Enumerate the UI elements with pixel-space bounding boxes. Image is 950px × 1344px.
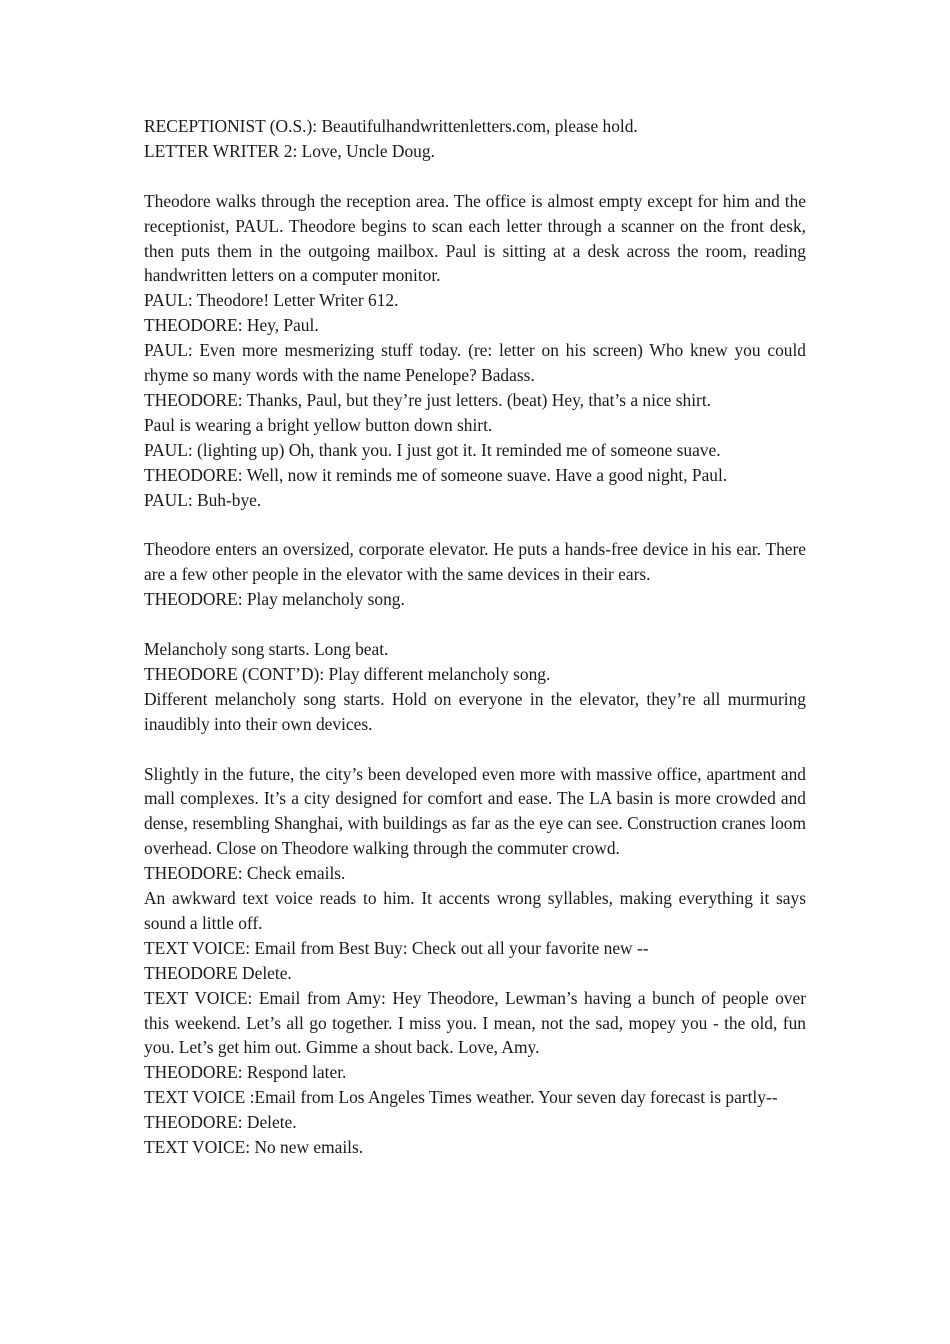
dialogue-line: TEXT VOICE: Email from Best Buy: Check out all your favorite new -- (144, 937, 649, 958)
dialogue-line: THEODORE Delete. (144, 962, 292, 983)
dialogue-line: PAUL: (lighting up) Oh, thank you. I just got it. It reminded me of someone suave. (144, 439, 721, 460)
dialogue-line: THEODORE: Respond later. (144, 1062, 347, 1083)
action-paragraph: Different melancholy song starts. Hold on everyone in the elevator, they’re all murmuring inaudibly into their own devices. (144, 688, 806, 734)
dialogue-line: PAUL: Even more mesmerizing stuff today. (re: letter on his screen) Who knew you could rhyme so many words with the name Penelope? Badass. (144, 340, 806, 386)
dialogue-line: THEODORE: Check emails. (144, 863, 346, 884)
dialogue-line: TEXT VOICE: No new emails. (144, 1137, 364, 1158)
dialogue-line: THEODORE (CONT’D): Play different melancholy song. (144, 663, 551, 684)
script-page (144, 114, 806, 1160)
action-paragraph: Slightly in the future, the city’s been developed even more with massive office, apartment and mall complexes. It’s a city designed for comfort and ease. The LA basin is more crowded and dense, resembling Shanghai, with buildings as far as the eye can see. Construction cranes loom overhead. Close on Theodore walking through the commuter crowd. (144, 763, 806, 859)
action-paragraph: An awkward text voice reads to him. It accents wrong syllables, making everything it says sound a little off. (144, 888, 806, 933)
action-line: Melancholy song starts. Long beat. (144, 638, 389, 659)
blank-line (144, 612, 806, 637)
dialogue-line: THEODORE: Play melancholy song. (144, 589, 405, 610)
dialogue-line: THEODORE: Well, now it reminds me of someone suave. Have a good night, Paul. (144, 464, 728, 485)
action-line: Paul is wearing a bright yellow button down shirt. (144, 414, 493, 435)
dialogue-line: TEXT VOICE: Email from Amy: Hey Theodore, Lewman’s having a bunch of people over this weekend. Let’s all go together. I miss you. I mean, not the sad, mopey you - the old, fun you. Let’s get him out. Gimme a shout back. Love, Amy. (144, 987, 806, 1058)
action-paragraph: Theodore enters an oversized, corporate elevator. He puts a hands-free device in his ear. There are a few other people in the elevator with the same devices in their ears. (144, 539, 806, 585)
dialogue-line: THEODORE: Delete. (144, 1112, 297, 1133)
dialogue-line: LETTER WRITER 2: Love, Uncle Doug. (144, 140, 435, 161)
dialogue-line: THEODORE: Hey, Paul. (144, 315, 319, 336)
dialogue-line: TEXT VOICE :Email from Los Angeles Times weather. Your seven day forecast is partly-- (144, 1087, 778, 1108)
dialogue-line: PAUL: Buh-bye. (144, 489, 262, 510)
dialogue-line: RECEPTIONIST (O.S.): Beautifulhandwrittenletters.com, please hold. (144, 116, 638, 136)
blank-line (144, 512, 806, 537)
dialogue-line: THEODORE: Thanks, Paul, but they’re just letters. (beat) Hey, that’s a nice shirt. (144, 389, 711, 410)
action-paragraph: Theodore walks through the reception area. The office is almost empty except for him and the receptionist, PAUL. Theodore begins to scan each letter through a scanner on the front desk, then puts them in the outgoing mailbox. Paul is sitting at a desk across the room, reading handwritten letters on a computer monitor. (144, 190, 806, 286)
blank-line (144, 737, 806, 762)
dialogue-line: PAUL: Theodore! Letter Writer 612. (144, 290, 399, 311)
blank-line (144, 164, 806, 189)
